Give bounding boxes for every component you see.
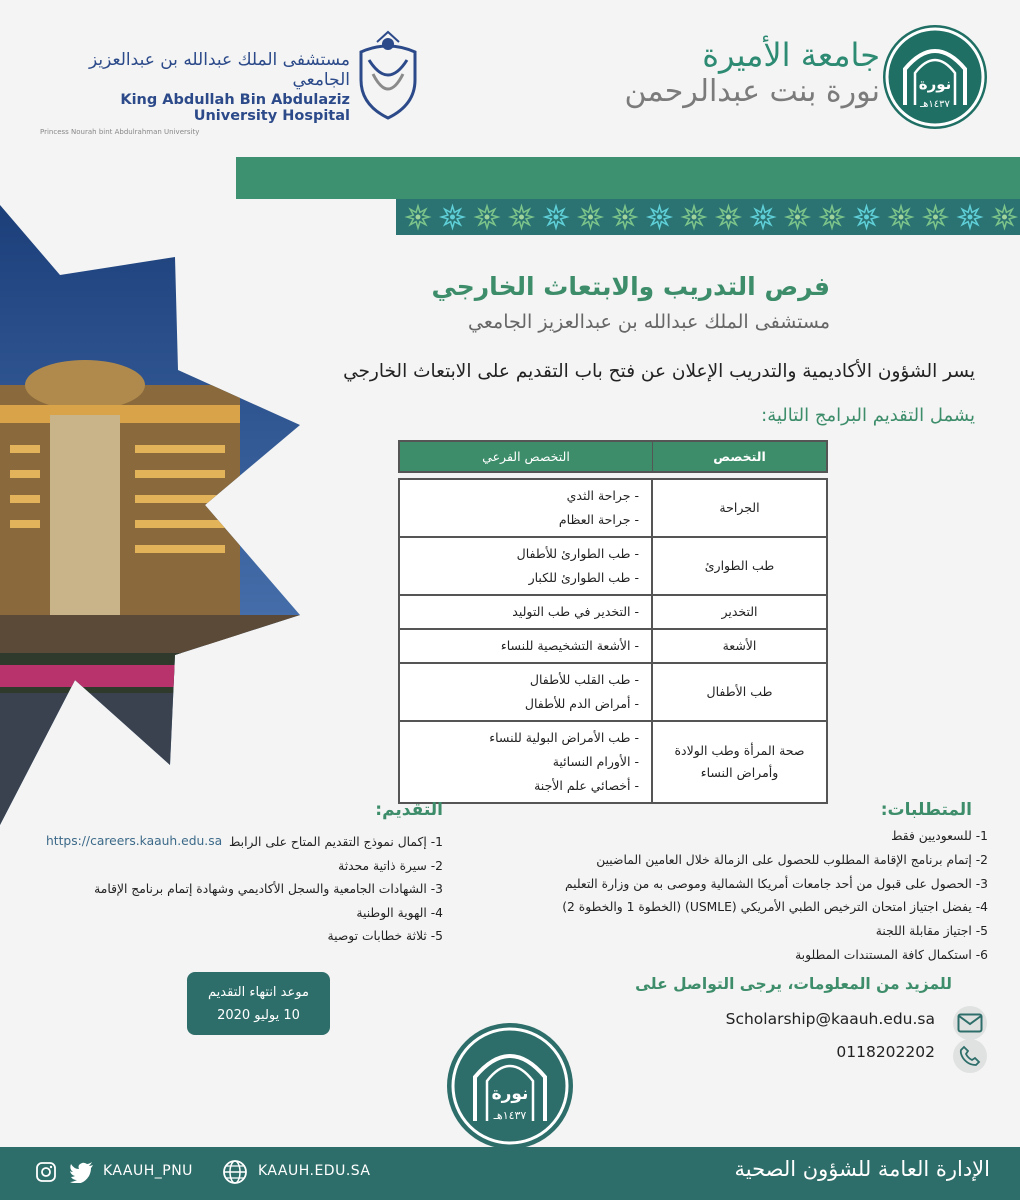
kaauh-hospital-name xyxy=(40,50,350,136)
specialty-cell: صحة المرأة وطب الولادة وأمراض النساء xyxy=(674,743,805,780)
pattern-dot-motif xyxy=(588,215,593,220)
subspecialty-cell xyxy=(400,722,653,802)
specialty-cell: الجراحة xyxy=(719,500,760,515)
table-row xyxy=(398,536,828,596)
list-item: 3- الحصول على قبول من أحد جامعات أمريكا الشمالية وموصى به من وزارة التعليم xyxy=(564,876,988,891)
svg-text:نورة: نورة xyxy=(918,75,952,93)
requirements-heading: المتطلبات: xyxy=(880,800,972,820)
pattern-dot-motif xyxy=(485,215,490,220)
kaauh-name-arabic: مستشفى الملك عبدالله بن عبدالعزيز الجامعي xyxy=(89,50,350,90)
islamic-pattern-banner xyxy=(396,199,1020,235)
specialty-cell: طب الطوارئ xyxy=(704,558,775,573)
pattern-dot-motif xyxy=(623,215,628,220)
pnu-name-line2: نورة بنت عبدالرحمن xyxy=(624,74,880,109)
contact-email[interactable]: Scholarship@kaauh.edu.sa xyxy=(725,1010,935,1028)
list-item: 5- اجتياز مقابلة اللجنة xyxy=(875,924,988,939)
pattern-dot-motif xyxy=(726,215,731,220)
requirements-list xyxy=(508,825,988,968)
table-row xyxy=(398,628,828,664)
globe-icon xyxy=(222,1159,248,1189)
email-icon xyxy=(953,1006,987,1040)
kaauh-logo-icon xyxy=(357,30,419,120)
subspecialty-cell xyxy=(400,480,653,536)
pattern-dot-motif xyxy=(519,215,524,220)
deadline-label: موعد انتهاء التقديم xyxy=(208,985,309,1000)
pattern-dot-motif xyxy=(554,215,559,220)
subspecialty-cell xyxy=(400,630,653,662)
svg-text:١٤٣٧هـ: ١٤٣٧هـ xyxy=(493,1109,527,1122)
subspecialty-cell xyxy=(400,664,653,720)
pattern-dot-motif xyxy=(864,215,869,220)
pnu-bottom-seal-logo xyxy=(447,1023,573,1149)
pattern-dot-motif xyxy=(692,215,697,220)
kaauh-name-english: King Abdullah Bin Abdulaziz University Hospital xyxy=(120,92,350,124)
pattern-dot-motif xyxy=(1002,215,1007,220)
deadline-box xyxy=(187,972,330,1035)
pattern-dot-motif xyxy=(795,215,800,220)
phone-icon xyxy=(953,1039,987,1073)
subspecialty-item: - طب الأمراض البولية للنساء xyxy=(489,730,639,745)
table-row xyxy=(398,594,828,630)
list-item: 1- للسعوديين فقط xyxy=(891,829,988,843)
list-item: 4- الهوية الوطنية xyxy=(356,905,443,920)
pattern-dot-motif xyxy=(761,215,766,220)
subspecialty-item: - طب الطوارئ للأطفال xyxy=(516,546,639,561)
contact-phone[interactable]: 0118202202 xyxy=(836,1043,935,1061)
pattern-dot-motif xyxy=(933,215,938,220)
table-row xyxy=(398,720,828,804)
twitter-icon[interactable] xyxy=(69,1161,95,1187)
programs-table xyxy=(398,440,828,804)
pattern-dot-motif xyxy=(899,215,904,220)
list-item: 5- ثلاثة خطابات توصية xyxy=(327,929,443,943)
programs-label: يشمل التقديم البرامج التالية: xyxy=(761,405,975,426)
application-list xyxy=(40,831,443,949)
list-item: 1- إكمال نموذج التقديم المتاح على الرابط xyxy=(228,835,443,849)
kaauh-affiliation: Princess Nourah bint Abdulrahman University xyxy=(40,128,200,136)
intro-text: يسر الشؤون الأكاديمية والتدريب الإعلان عن فتح باب التقديم على الابتعاث الخارجي xyxy=(343,361,975,382)
specialty-cell: التخدير xyxy=(721,604,758,619)
subspecialty-item: - طب الطوارئ للكبار xyxy=(528,570,639,585)
subspecialty-item: - التخدير في طب التوليد xyxy=(512,604,639,619)
column-header-specialty: التخصص xyxy=(713,449,766,464)
list-item: 2- إتمام برنامج الإقامة المطلوب للحصول على الزمالة خلال العامين الماضيين xyxy=(596,852,988,867)
svg-text:نورة: نورة xyxy=(491,1084,529,1104)
list-item: 4- يفضل اجتياز امتحان الترخيص الطبي الأمريكي (USMLE) (الخطوة 1 والخطوة 2) xyxy=(562,900,988,915)
table-row xyxy=(398,662,828,722)
hospital-building-photo xyxy=(0,205,340,835)
list-item: 6- استكمال كافة المستندات المطلوبة xyxy=(795,947,988,962)
specialty-cell: الأشعة xyxy=(722,638,757,653)
footer-website-link[interactable]: KAAUH.EDU.SA xyxy=(258,1163,371,1179)
table-body xyxy=(398,478,828,804)
subspecialty-item: - أمراض الدم للأطفال xyxy=(524,696,639,711)
pattern-dot-motif xyxy=(968,215,973,220)
specialty-cell: طب الأطفال xyxy=(706,684,773,699)
list-item: 2- سيرة ذاتية محدثة xyxy=(338,858,443,873)
subspecialty-cell xyxy=(400,538,653,594)
pnu-seal-logo xyxy=(883,25,987,129)
table-header xyxy=(398,440,828,473)
page-title: فرص التدريب والابتعاث الخارجي xyxy=(431,272,830,301)
application-heading: التقديم: xyxy=(375,800,443,820)
subspecialty-item: - أخصائي علم الأجنة xyxy=(534,778,639,793)
contact-heading: للمزيد من المعلومات، يرجى التواصل على xyxy=(635,975,952,993)
green-banner xyxy=(236,157,1020,199)
subspecialty-cell xyxy=(400,596,653,628)
pattern-dot-motif xyxy=(450,215,455,220)
table-row xyxy=(398,478,828,538)
subspecialty-item: - جراحة العظام xyxy=(558,512,639,527)
subspecialty-item: - الأورام النسائية xyxy=(552,754,639,769)
footer-social-handle[interactable]: KAAUH_PNU xyxy=(103,1163,193,1179)
deadline-date: 10 يوليو 2020 xyxy=(217,1008,300,1023)
svg-text:١٤٣٧هـ: ١٤٣٧هـ xyxy=(920,99,950,110)
careers-link[interactable]: https://careers.kaauh.edu.sa xyxy=(46,834,223,848)
list-item: 3- الشهادات الجامعية والسجل الأكاديمي وشهادة إتمام برنامج الإقامة xyxy=(94,882,443,896)
subspecialty-item: - طب القلب للأطفال xyxy=(529,672,639,687)
subspecialty-item: - الأشعة التشخيصية للنساء xyxy=(500,638,639,653)
footer-department-name: الإدارة العامة للشؤون الصحية xyxy=(734,1157,990,1181)
subspecialty-item: - جراحة الثدي xyxy=(566,488,639,503)
pattern-dot-motif xyxy=(657,215,662,220)
pnu-university-name xyxy=(625,36,880,110)
column-header-subspecialty: التخصص الفرعي xyxy=(400,442,653,471)
pnu-name-line1: جامعة الأميرة xyxy=(702,36,880,74)
instagram-icon[interactable] xyxy=(35,1161,57,1187)
pattern-dot-motif xyxy=(830,215,835,220)
page-subtitle: مستشفى الملك عبدالله بن عبدالعزيز الجامعي xyxy=(468,311,830,333)
pattern-dot-motif xyxy=(416,215,421,220)
